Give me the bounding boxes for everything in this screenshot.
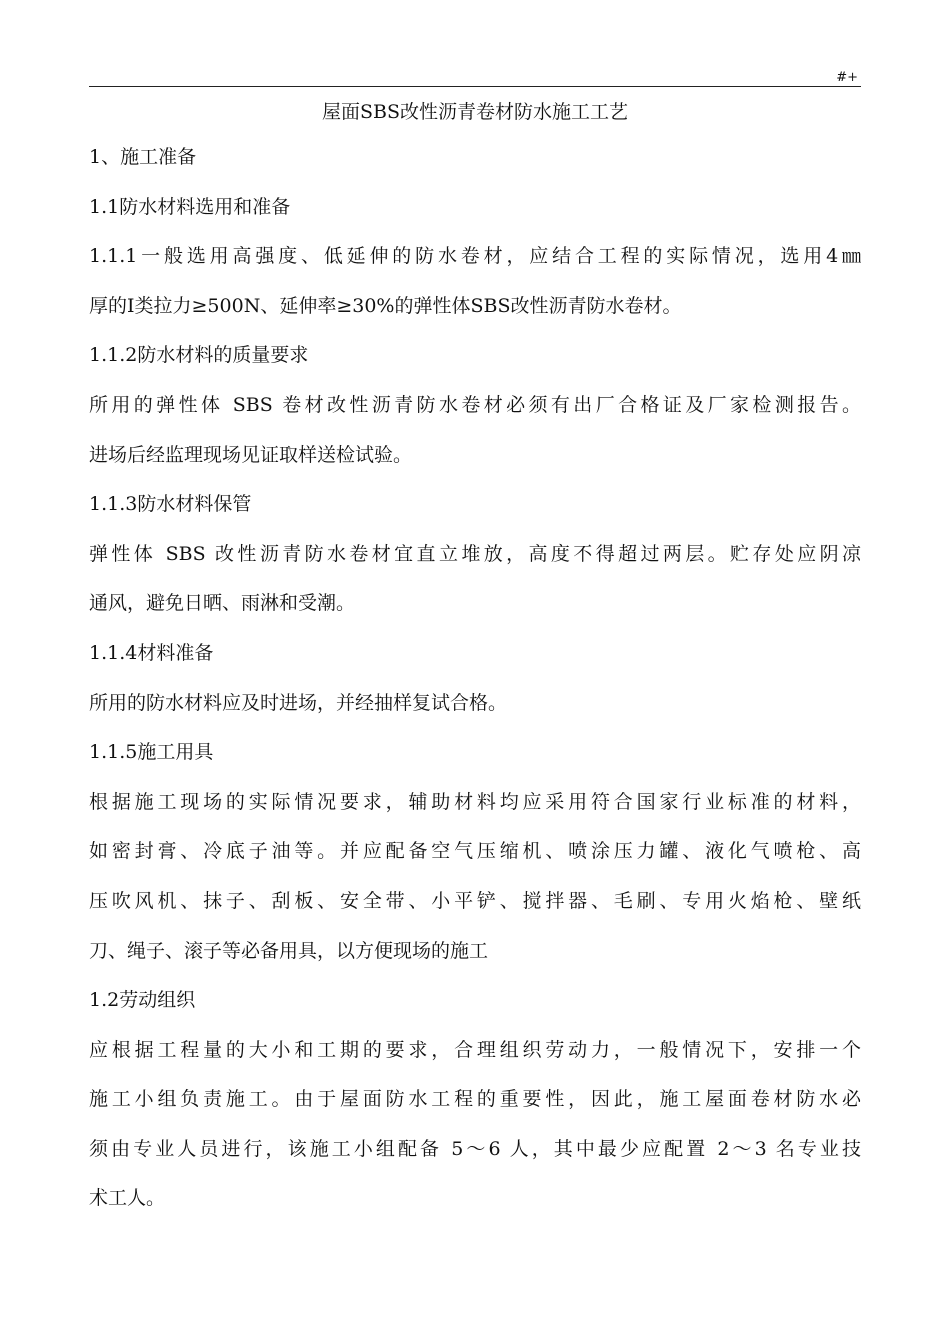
paragraph-line: 通风，避免日晒、雨淋和受潮。 [89, 592, 356, 615]
heading-1-1-3: 1.1.3防水材料保管 [89, 493, 252, 516]
paragraph-line: 应根据工程量的大小和工期的要求，合理组织劳动力，一般情况下，安排一个 [89, 1038, 861, 1061]
document-body [89, 91, 861, 1224]
heading-1-1: 1.1防水材料选用和准备 [89, 195, 291, 218]
paragraph-line: 弹性体 SBS 改性沥青防水卷材宜直立堆放，高度不得超过两层。贮存处应阴凉 [89, 542, 861, 565]
heading-1: 1、施工准备 [89, 146, 197, 168]
paragraph-line: 如密封膏、冷底子油等。并应配备空气压缩机、喷涂压力罐、液化气喷枪、高 [89, 840, 861, 863]
heading-1-2: 1.2劳动组织 [89, 989, 196, 1012]
paragraph-line: 所用的弹性体 SBS 卷材改性沥青防水卷材必须有出厂合格证及厂家检测报告。 [89, 393, 861, 416]
paragraph-line: 进场后经监理现场见证取样送检试验。 [89, 443, 413, 466]
paragraph-line: 所用的防水材料应及时进场，并经抽样复试合格。 [89, 691, 508, 714]
heading-1-1-5: 1.1.5施工用具 [89, 741, 214, 764]
heading-1-1-4: 1.1.4材料准备 [89, 641, 214, 664]
paragraph-line: 根据施工现场的实际情况要求，辅助材料均应采用符合国家行业标准的材料， [89, 790, 861, 813]
header-mark: #+ [836, 70, 858, 85]
header-rule [89, 86, 861, 87]
paragraph-line: 刀、绳子、滚子等必备用具，以方便现场的施工 [89, 939, 489, 962]
paragraph-line: 术工人。 [89, 1187, 166, 1210]
paragraph-line: 1.1.1一般选用高强度、低延伸的防水卷材，应结合工程的实际情况，选用4㎜ [89, 245, 861, 268]
paragraph-line: 施工小组负责施工。由于屋面防水工程的重要性，因此，施工屋面卷材防水必 [89, 1088, 861, 1111]
paragraph-line: 压吹风机、抹子、刮板、安全带、小平铲、搅拌器、毛刷、专用火焰枪、壁纸 [89, 889, 861, 912]
document-title: 屋面SBS改性沥青卷材防水施工工艺 [322, 101, 628, 123]
paragraph-line: 厚的Ⅰ类拉力≥500N、延伸率≥30%的弹性体SBS改性沥青防水卷材。 [89, 294, 682, 317]
heading-1-1-2: 1.1.2防水材料的质量要求 [89, 344, 309, 367]
paragraph-line: 须由专业人员进行，该施工小组配备 5～6 人，其中最少应配置 2～3 名专业技 [89, 1137, 861, 1160]
